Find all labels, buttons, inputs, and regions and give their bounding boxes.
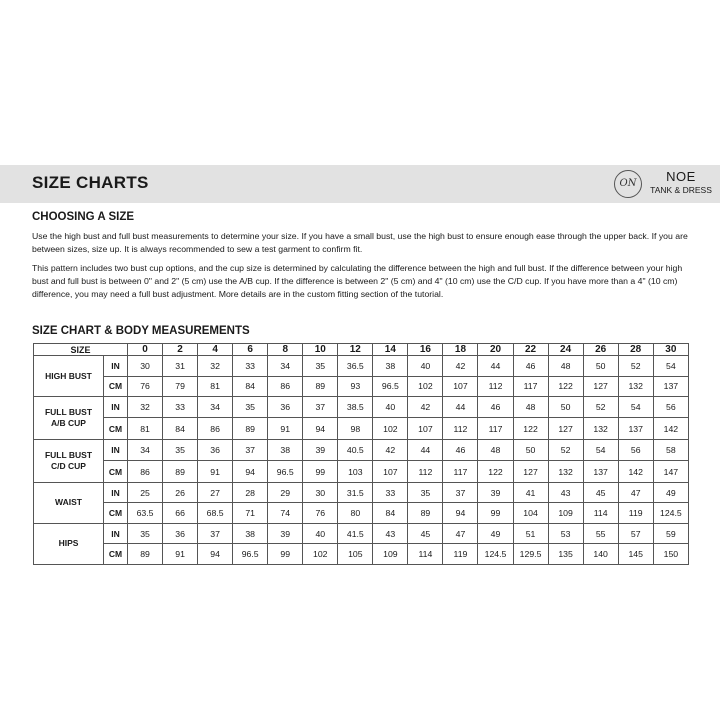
measurement-value-cell: 53 bbox=[548, 523, 583, 544]
measurement-value-cell: 57 bbox=[618, 523, 653, 544]
size-header-cell: 28 bbox=[618, 344, 653, 356]
unit-cell: IN bbox=[104, 523, 128, 544]
measurement-value-cell: 35 bbox=[303, 356, 338, 377]
measurement-value-cell: 48 bbox=[513, 397, 548, 418]
choosing-size-paragraph-1: Use the high bust and full bust measurements to determine your size. If you have a small bust, use the high bust to ensure enough ease through the upper back. If you are between sizes, size up. It is always recommended to sew a test garment to confirm fit. bbox=[32, 231, 688, 254]
measurement-value-cell: 102 bbox=[373, 418, 408, 439]
measurement-value-cell: 84 bbox=[373, 503, 408, 524]
size-header-cell: 14 bbox=[373, 344, 408, 356]
measurement-value-cell: 54 bbox=[583, 439, 618, 460]
size-header-cell: 8 bbox=[268, 344, 303, 356]
measurement-value-cell: 58 bbox=[653, 439, 688, 460]
measurement-value-cell: 89 bbox=[233, 418, 268, 439]
measurement-value-cell: 117 bbox=[478, 418, 513, 439]
measurement-value-cell: 36.5 bbox=[338, 356, 373, 377]
measurement-value-cell: 104 bbox=[513, 503, 548, 524]
size-chart-heading: SIZE CHART & BODY MEASUREMENTS bbox=[32, 325, 250, 337]
measurement-value-cell: 33 bbox=[233, 356, 268, 377]
measurement-value-cell: 109 bbox=[373, 544, 408, 565]
measurement-value-cell: 52 bbox=[618, 356, 653, 377]
measurement-value-cell: 80 bbox=[338, 503, 373, 524]
measurement-value-cell: 33 bbox=[163, 397, 198, 418]
measurement-value-cell: 46 bbox=[478, 397, 513, 418]
measurement-value-cell: 96.5 bbox=[233, 544, 268, 565]
choosing-size-paragraph-2: This pattern includes two bust cup options, and the cup size is determined by calculating the difference between the high and full bust. If the difference between your high bust and full bust is between 0" and 2" (5 cm) use the A/B cup. If the difference is between 2" (5 cm) and 4" (10 cm) use the C/D cup. If you have more than a 4" (10 cm) difference, you may need a full bust adjustment. More details are in the custom fitting section of the tutorial. bbox=[32, 263, 683, 299]
measurement-label: FULL BUST A/B CUP bbox=[34, 397, 104, 440]
measurement-value-cell: 44 bbox=[408, 439, 443, 460]
measurement-value-cell: 27 bbox=[198, 482, 233, 503]
size-header-cell: 2 bbox=[163, 344, 198, 356]
measurement-value-cell: 94 bbox=[233, 461, 268, 482]
measurement-value-cell: 105 bbox=[338, 544, 373, 565]
measurement-value-cell: 40.5 bbox=[338, 439, 373, 460]
measurement-value-cell: 150 bbox=[653, 544, 688, 565]
unit-cell: IN bbox=[104, 397, 128, 418]
measurement-value-cell: 52 bbox=[548, 439, 583, 460]
measurement-value-cell: 48 bbox=[548, 356, 583, 377]
measurement-value-cell: 117 bbox=[443, 461, 478, 482]
measurement-value-cell: 37 bbox=[303, 397, 338, 418]
measurement-value-cell: 122 bbox=[478, 461, 513, 482]
measurement-value-cell: 28 bbox=[233, 482, 268, 503]
measurement-value-cell: 31.5 bbox=[338, 482, 373, 503]
measurement-value-cell: 94 bbox=[443, 503, 478, 524]
measurement-value-cell: 48 bbox=[478, 439, 513, 460]
measurement-value-cell: 99 bbox=[303, 461, 338, 482]
measurement-value-cell: 103 bbox=[338, 461, 373, 482]
measurement-value-cell: 122 bbox=[548, 376, 583, 397]
measurement-value-cell: 132 bbox=[548, 461, 583, 482]
measurement-value-cell: 114 bbox=[408, 544, 443, 565]
measurement-value-cell: 76 bbox=[303, 503, 338, 524]
measurement-value-cell: 89 bbox=[163, 461, 198, 482]
measurement-value-cell: 36 bbox=[198, 439, 233, 460]
size-header-row bbox=[34, 344, 689, 356]
measurement-label: FULL BUST C/D CUP bbox=[34, 439, 104, 482]
measurement-value-cell: 38 bbox=[373, 356, 408, 377]
brand-block bbox=[646, 170, 716, 196]
measurement-row bbox=[34, 503, 689, 524]
measurement-value-cell: 86 bbox=[268, 376, 303, 397]
size-column-label: SIZE bbox=[34, 344, 128, 356]
measurement-value-cell: 37 bbox=[233, 439, 268, 460]
page-header bbox=[0, 165, 720, 203]
measurement-row bbox=[34, 418, 689, 439]
measurement-value-cell: 89 bbox=[408, 503, 443, 524]
measurement-value-cell: 98 bbox=[338, 418, 373, 439]
measurement-label: WAIST bbox=[34, 482, 104, 523]
measurement-value-cell: 54 bbox=[653, 356, 688, 377]
measurement-value-cell: 142 bbox=[653, 418, 688, 439]
measurement-value-cell: 137 bbox=[653, 376, 688, 397]
measurement-value-cell: 56 bbox=[618, 439, 653, 460]
measurement-value-cell: 38.5 bbox=[338, 397, 373, 418]
measurement-value-cell: 37 bbox=[443, 482, 478, 503]
measurement-value-cell: 96.5 bbox=[268, 461, 303, 482]
measurement-value-cell: 99 bbox=[268, 544, 303, 565]
size-header-cell: 30 bbox=[653, 344, 688, 356]
measurement-value-cell: 127 bbox=[513, 461, 548, 482]
measurement-value-cell: 145 bbox=[618, 544, 653, 565]
measurement-value-cell: 127 bbox=[583, 376, 618, 397]
measurement-value-cell: 49 bbox=[478, 523, 513, 544]
unit-cell: CM bbox=[104, 418, 128, 439]
measurement-row bbox=[34, 544, 689, 565]
measurement-value-cell: 137 bbox=[618, 418, 653, 439]
measurement-value-cell: 43 bbox=[373, 523, 408, 544]
measurement-value-cell: 137 bbox=[583, 461, 618, 482]
measurement-value-cell: 59 bbox=[653, 523, 688, 544]
size-header-cell: 24 bbox=[548, 344, 583, 356]
measurement-value-cell: 63.5 bbox=[128, 503, 163, 524]
measurement-value-cell: 42 bbox=[443, 356, 478, 377]
measurement-value-cell: 102 bbox=[408, 376, 443, 397]
measurement-value-cell: 31 bbox=[163, 356, 198, 377]
size-header-cell: 26 bbox=[583, 344, 618, 356]
measurement-value-cell: 30 bbox=[303, 482, 338, 503]
measurement-value-cell: 124.5 bbox=[653, 503, 688, 524]
measurement-value-cell: 122 bbox=[513, 418, 548, 439]
measurement-value-cell: 40 bbox=[373, 397, 408, 418]
brand-name: NOE bbox=[666, 169, 696, 184]
brand-logo: ON bbox=[614, 170, 642, 198]
measurement-label: HIGH BUST bbox=[34, 356, 104, 397]
measurement-value-cell: 52 bbox=[583, 397, 618, 418]
measurement-value-cell: 140 bbox=[583, 544, 618, 565]
measurement-value-cell: 46 bbox=[513, 356, 548, 377]
measurement-row bbox=[34, 482, 689, 503]
measurement-value-cell: 124.5 bbox=[478, 544, 513, 565]
measurement-value-cell: 40 bbox=[303, 523, 338, 544]
measurement-value-cell: 94 bbox=[303, 418, 338, 439]
measurement-value-cell: 89 bbox=[303, 376, 338, 397]
measurement-value-cell: 51 bbox=[513, 523, 548, 544]
measurement-value-cell: 84 bbox=[233, 376, 268, 397]
measurement-value-cell: 84 bbox=[163, 418, 198, 439]
measurement-value-cell: 39 bbox=[478, 482, 513, 503]
measurement-value-cell: 99 bbox=[478, 503, 513, 524]
measurement-value-cell: 50 bbox=[548, 397, 583, 418]
measurement-value-cell: 46 bbox=[443, 439, 478, 460]
measurement-value-cell: 30 bbox=[128, 356, 163, 377]
measurement-value-cell: 107 bbox=[373, 461, 408, 482]
size-header-cell: 18 bbox=[443, 344, 478, 356]
measurement-value-cell: 68.5 bbox=[198, 503, 233, 524]
measurement-value-cell: 91 bbox=[163, 544, 198, 565]
measurement-row bbox=[34, 397, 689, 418]
measurement-value-cell: 132 bbox=[583, 418, 618, 439]
unit-cell: IN bbox=[104, 439, 128, 460]
measurement-value-cell: 117 bbox=[513, 376, 548, 397]
measurement-value-cell: 36 bbox=[163, 523, 198, 544]
measurement-value-cell: 35 bbox=[233, 397, 268, 418]
size-header-cell: 22 bbox=[513, 344, 548, 356]
measurement-value-cell: 38 bbox=[233, 523, 268, 544]
measurement-row bbox=[34, 461, 689, 482]
measurement-value-cell: 119 bbox=[443, 544, 478, 565]
measurement-value-cell: 114 bbox=[583, 503, 618, 524]
unit-cell: IN bbox=[104, 482, 128, 503]
measurement-value-cell: 36 bbox=[268, 397, 303, 418]
page-title: SIZE CHARTS bbox=[32, 173, 149, 192]
measurement-value-cell: 91 bbox=[268, 418, 303, 439]
measurement-value-cell: 66 bbox=[163, 503, 198, 524]
measurement-value-cell: 45 bbox=[583, 482, 618, 503]
unit-cell: IN bbox=[104, 356, 128, 377]
measurement-value-cell: 107 bbox=[408, 418, 443, 439]
measurement-value-cell: 32 bbox=[198, 356, 233, 377]
measurement-value-cell: 55 bbox=[583, 523, 618, 544]
measurement-value-cell: 44 bbox=[478, 356, 513, 377]
size-header-cell: 6 bbox=[233, 344, 268, 356]
measurement-value-cell: 41.5 bbox=[338, 523, 373, 544]
measurement-value-cell: 41 bbox=[513, 482, 548, 503]
measurement-value-cell: 102 bbox=[303, 544, 338, 565]
measurement-value-cell: 33 bbox=[373, 482, 408, 503]
measurement-value-cell: 42 bbox=[373, 439, 408, 460]
measurement-value-cell: 40 bbox=[408, 356, 443, 377]
measurement-value-cell: 39 bbox=[303, 439, 338, 460]
measurement-value-cell: 86 bbox=[128, 461, 163, 482]
measurement-value-cell: 32 bbox=[128, 397, 163, 418]
measurement-value-cell: 44 bbox=[443, 397, 478, 418]
measurement-value-cell: 112 bbox=[443, 418, 478, 439]
unit-cell: CM bbox=[104, 461, 128, 482]
unit-cell: CM bbox=[104, 544, 128, 565]
measurement-value-cell: 38 bbox=[268, 439, 303, 460]
measurement-value-cell: 93 bbox=[338, 376, 373, 397]
measurement-value-cell: 71 bbox=[233, 503, 268, 524]
size-header-cell: 10 bbox=[303, 344, 338, 356]
measurement-value-cell: 37 bbox=[198, 523, 233, 544]
measurement-value-cell: 56 bbox=[653, 397, 688, 418]
measurement-value-cell: 96.5 bbox=[373, 376, 408, 397]
measurement-value-cell: 34 bbox=[128, 439, 163, 460]
measurement-value-cell: 25 bbox=[128, 482, 163, 503]
measurement-value-cell: 81 bbox=[198, 376, 233, 397]
choosing-size-heading: CHOOSING A SIZE bbox=[32, 211, 135, 223]
measurement-value-cell: 39 bbox=[268, 523, 303, 544]
measurement-value-cell: 47 bbox=[618, 482, 653, 503]
size-header-cell: 20 bbox=[478, 344, 513, 356]
measurement-value-cell: 129.5 bbox=[513, 544, 548, 565]
measurement-value-cell: 34 bbox=[268, 356, 303, 377]
measurement-value-cell: 76 bbox=[128, 376, 163, 397]
measurement-value-cell: 81 bbox=[128, 418, 163, 439]
measurement-value-cell: 135 bbox=[548, 544, 583, 565]
unit-cell: CM bbox=[104, 503, 128, 524]
measurement-row bbox=[34, 439, 689, 460]
measurement-value-cell: 142 bbox=[618, 461, 653, 482]
measurement-value-cell: 74 bbox=[268, 503, 303, 524]
measurement-value-cell: 112 bbox=[408, 461, 443, 482]
measurement-value-cell: 91 bbox=[198, 461, 233, 482]
measurement-value-cell: 147 bbox=[653, 461, 688, 482]
measurement-value-cell: 127 bbox=[548, 418, 583, 439]
brand-subtitle: TANK & DRESS bbox=[650, 185, 712, 195]
measurement-value-cell: 45 bbox=[408, 523, 443, 544]
size-chart-table bbox=[33, 343, 689, 565]
measurement-value-cell: 35 bbox=[408, 482, 443, 503]
measurement-value-cell: 34 bbox=[198, 397, 233, 418]
measurement-value-cell: 79 bbox=[163, 376, 198, 397]
measurement-value-cell: 43 bbox=[548, 482, 583, 503]
measurement-row bbox=[34, 523, 689, 544]
measurement-value-cell: 132 bbox=[618, 376, 653, 397]
measurement-label: HIPS bbox=[34, 523, 104, 564]
measurement-value-cell: 49 bbox=[653, 482, 688, 503]
measurement-value-cell: 29 bbox=[268, 482, 303, 503]
size-header-cell: 16 bbox=[408, 344, 443, 356]
measurement-value-cell: 35 bbox=[128, 523, 163, 544]
measurement-value-cell: 107 bbox=[443, 376, 478, 397]
measurement-value-cell: 26 bbox=[163, 482, 198, 503]
measurement-value-cell: 94 bbox=[198, 544, 233, 565]
measurement-value-cell: 35 bbox=[163, 439, 198, 460]
measurement-value-cell: 42 bbox=[408, 397, 443, 418]
measurement-value-cell: 119 bbox=[618, 503, 653, 524]
measurement-value-cell: 54 bbox=[618, 397, 653, 418]
unit-cell: CM bbox=[104, 376, 128, 397]
measurement-value-cell: 50 bbox=[513, 439, 548, 460]
measurement-value-cell: 86 bbox=[198, 418, 233, 439]
measurement-value-cell: 50 bbox=[583, 356, 618, 377]
size-header-cell: 4 bbox=[198, 344, 233, 356]
measurement-value-cell: 89 bbox=[128, 544, 163, 565]
measurement-value-cell: 109 bbox=[548, 503, 583, 524]
measurement-row bbox=[34, 376, 689, 397]
measurement-row bbox=[34, 356, 689, 377]
measurement-value-cell: 112 bbox=[478, 376, 513, 397]
measurement-value-cell: 47 bbox=[443, 523, 478, 544]
size-header-cell: 0 bbox=[128, 344, 163, 356]
size-header-cell: 12 bbox=[338, 344, 373, 356]
